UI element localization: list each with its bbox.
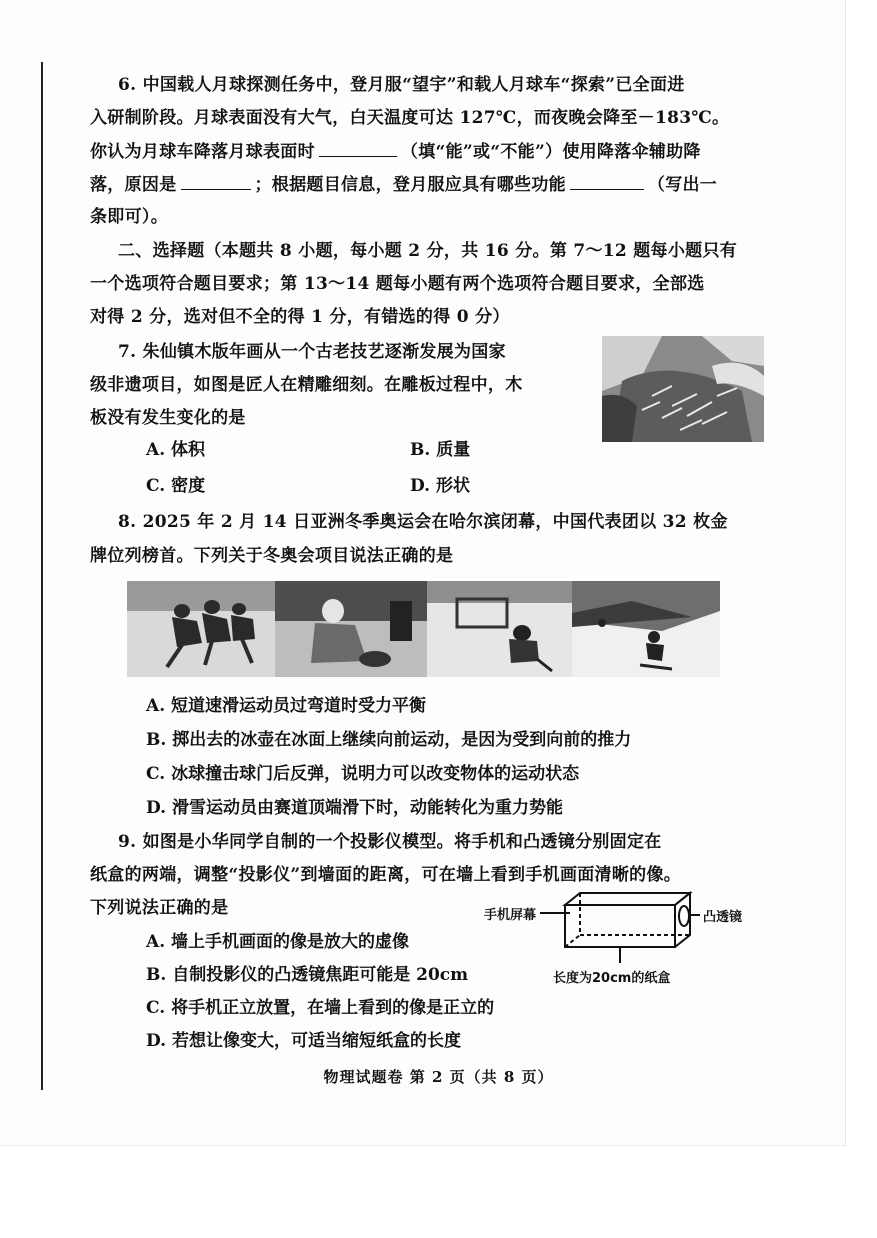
convex-lens-label: 凸透镜 — [703, 910, 743, 925]
section2-line-2: 一个选项符合题目要求；第 13～14 题每小题有两个选项符合题目要求，全部选 — [90, 274, 705, 294]
q6-line-4-start: 落，原因是 — [90, 175, 177, 195]
q6-line-1: 6. 中国载人月球探测任务中，登月服“望宇”和载人月球车“探索”已全面进 — [118, 75, 685, 95]
q6-line-4 — [90, 173, 717, 196]
q9-line-1: 9. 如图是小华同学自制的一个投影仪模型。将手机和凸透镜分别固定在 — [118, 832, 662, 852]
q6-line-3-end: （填“能”或“不能”）使用降落伞辅助降 — [400, 142, 701, 162]
q7-line-2: 级非遗项目，如图是匠人在精雕细刻。在雕板过程中，木 — [90, 375, 523, 395]
q7-option-a[interactable]: A. 体积 — [146, 440, 206, 460]
q7-option-d[interactable]: D. 形状 — [410, 476, 470, 496]
answer-blank[interactable] — [181, 173, 251, 190]
answer-blank[interactable] — [570, 173, 644, 190]
woodblock-carving-photo — [602, 336, 764, 442]
q9-line-3: 下列说法正确的是 — [90, 898, 229, 918]
ice-hockey-photo — [427, 581, 572, 677]
skiing-photo — [572, 581, 720, 677]
answer-blank[interactable] — [319, 140, 397, 157]
section2-line-3: 对得 2 分，选对但不全的得 1 分，有错选的得 0 分） — [90, 307, 510, 327]
q9-option-b[interactable]: B. 自制投影仪的凸透镜焦距可能是 20cm — [146, 965, 469, 985]
q7-option-b[interactable]: B. 质量 — [410, 440, 471, 460]
q8-option-b[interactable]: B. 掷出去的冰壶在冰面上继续向前运动，是因为受到向前的推力 — [146, 730, 632, 750]
q6-line-3-start: 你认为月球车降落月球表面时 — [90, 142, 315, 162]
q8-line-1: 8. 2025 年 2 月 14 日亚洲冬季奥运会在哈尔滨闭幕，中国代表团以 32 枚金 — [118, 512, 728, 532]
q6-line-4-mid: ；根据题目信息，登月服应具有哪些功能 — [254, 175, 566, 195]
page-footer: 物理试题卷 第 2 页（共 8 页） — [323, 1068, 554, 1086]
q8-line-2: 牌位列榜首。下列关于冬奥会项目说法正确的是 — [90, 546, 454, 566]
q6-line-5: 条即可）。 — [90, 207, 168, 227]
phone-screen-label: 手机屏幕 — [484, 908, 537, 923]
q9-option-a[interactable]: A. 墙上手机画面的像是放大的虚像 — [146, 932, 410, 952]
binding-margin-line — [41, 62, 43, 1090]
curling-photo — [275, 581, 427, 677]
q7-option-c[interactable]: C. 密度 — [146, 476, 206, 496]
q7-line-1: 7. 朱仙镇木版年画从一个古老技艺逐渐发展为国家 — [118, 342, 506, 362]
speed-skating-photo — [127, 581, 275, 677]
q6-line-3 — [90, 140, 701, 163]
q9-option-c[interactable]: C. 将手机正立放置，在墙上看到的像是正立的 — [146, 998, 495, 1018]
q8-option-c[interactable]: C. 冰球撞击球门后反弹，说明力可以改变物体的运动状态 — [146, 764, 580, 784]
q9-option-d[interactable]: D. 若想让像变大，可适当缩短纸盒的长度 — [146, 1031, 461, 1051]
box-length-label: 长度为20cm的纸盒 — [553, 971, 671, 986]
q6-line-4-end: （写出一 — [647, 175, 718, 195]
q9-line-2: 纸盒的两端，调整“投影仪”到墙面的距离，可在墙上看到手机画面清晰的像。 — [90, 865, 682, 885]
q7-line-3: 板没有发生变化的是 — [90, 408, 246, 428]
section2-line-1: 二、选择题（本题共 8 小题，每小题 2 分，共 16 分。第 7～12 题每小题只有 — [118, 241, 738, 261]
q8-option-d[interactable]: D. 滑雪运动员由赛道顶端滑下时，动能转化为重力势能 — [146, 798, 563, 818]
projector-box-diagram — [540, 885, 700, 965]
q6-line-2: 入研制阶段。月球表面没有大气，白天温度可达 127℃，而夜晚会降至－183℃。 — [90, 108, 730, 128]
q8-option-a[interactable]: A. 短道速滑运动员过弯道时受力平衡 — [146, 696, 427, 716]
